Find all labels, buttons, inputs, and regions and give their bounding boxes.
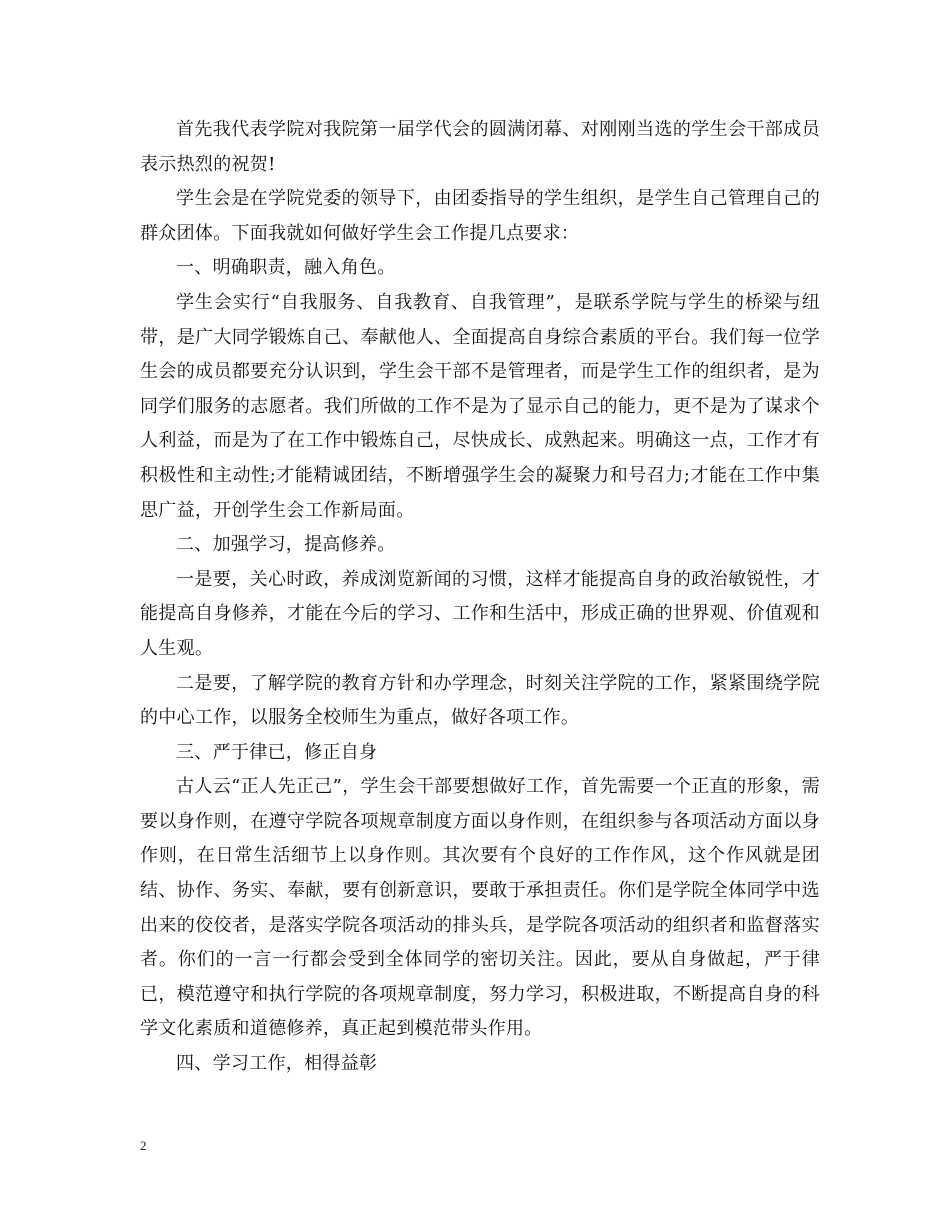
paragraph: 学生会是在学院党委的领导下，由团委指导的学生组织，是学生自己管理自己的群众团体。下面我就如何做好学生会工作提几点要求： — [140, 188, 820, 244]
section-heading: 四、学习工作，相得益彰 — [176, 1053, 378, 1075]
paragraph: 古人云“正人先正己”，学生会干部要想做好工作，首先需要一个正直的形象，需要以身作则，在遵守学院各项规章制度方面以身作则，在组织参与各项活动方面以身作则，在日常生活细节上以身作则。其次要有个良好的工作作风，这个作风就是团结、协作、务实、奉献，要有创新意识，要敢于承担责任。你们是学院全体同学中选出来的佼佼者，是落实学院各项活动的排头兵，是学院各项活动的组织者和监督落实者。你们的一言一行都会受到全体同学的密切关注。因此，要从自身做起，严于律已，模范遵守和执行学院的各项规章制度，努力学习，积极进取，不断提高自身的科学文化素质和道德修养，真正起到模范带头作用。 — [140, 776, 820, 1040]
document-body — [140, 113, 820, 1082]
paragraph: 二是要，了解学院的教育方针和办学理念，时刻关注学院的工作，紧紧围绕学院的中心工作，以服务全校师生为重点，做好各项工作。 — [140, 672, 820, 729]
section-heading: 二、加强学习，提高修养。 — [176, 534, 396, 556]
page-number: 2 — [140, 1138, 147, 1153]
paragraph: 一是要，关心时政，养成浏览新闻的习惯，这样才能提高自身的政治敏锐性，才能提高自身修养，才能在今后的学习、工作和生活中，形成正确的世界观、价值观和人生观。 — [140, 568, 820, 659]
paragraph: 学生会实行“自我服务、自我教育、自我管理”，是联系学院与学生的桥梁与纽带，是广大同学锻炼自己、奉献他人、全面提高自身综合素质的平台。我们每一位学生会的成员都要充分认识到，学生会干部不是管理者，而是学生工作的组织者，是为同学们服务的志愿者。我们所做的工作不是为了显示自己的能力，更不是为了谋求个人利益，而是为了在工作中锻炼自己，尽快成长、成熟起来。明确这一点，工作才有积极性和主动性;才能精诚团结，不断增强学生会的凝聚力和号召力;才能在工作中集思广益，开创学生会工作新局面。 — [140, 291, 820, 521]
section-heading: 三、严于律已，修正自身 — [176, 741, 378, 763]
paragraph: 首先我代表学院对我院第一届学代会的圆满闭幕、对刚刚当选的学生会干部成员表示热烈的祝贺! — [140, 119, 820, 175]
section-heading: 一、明确职责，融入角色。 — [176, 257, 396, 279]
